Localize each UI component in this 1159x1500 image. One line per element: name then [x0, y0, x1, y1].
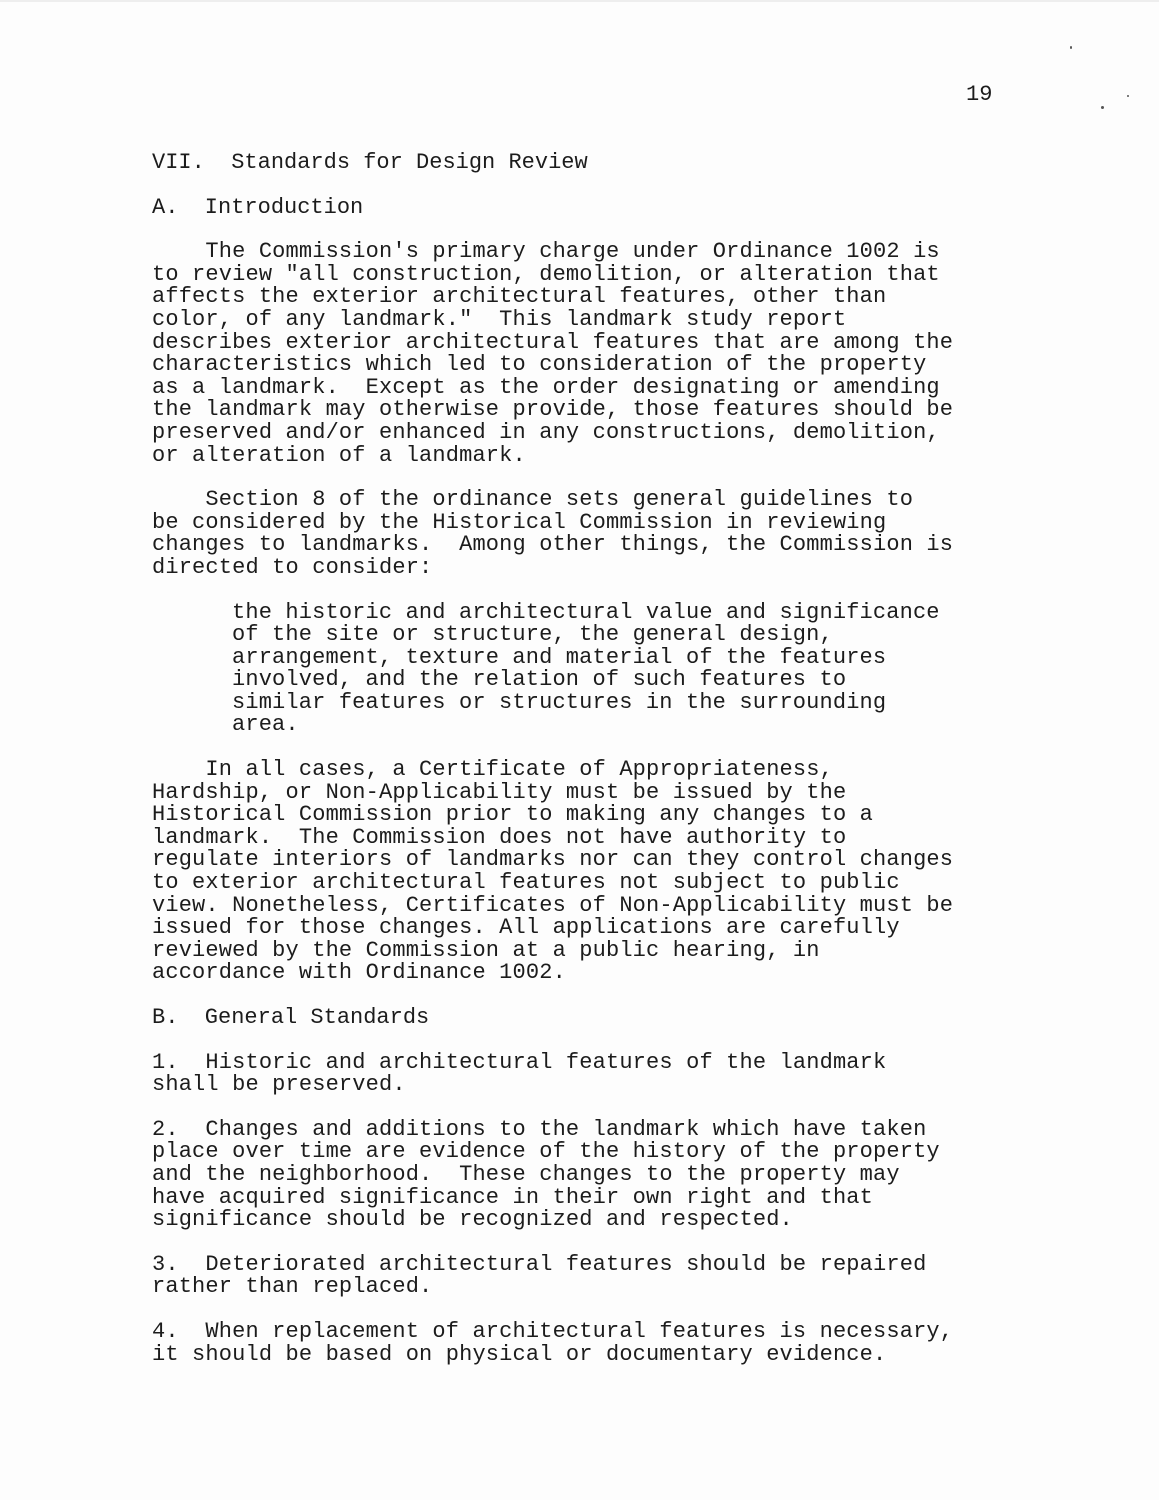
- text-line: color, of any landmark." This landmark study report: [152, 306, 847, 332]
- text-line: or alteration of a landmark.: [152, 442, 526, 468]
- text-line: rather than replaced.: [152, 1274, 433, 1300]
- text-line: to exterior architectural features not subject to public: [152, 870, 900, 896]
- text-line: view. Nonetheless, Certificates of Non-Applicability must be: [152, 892, 954, 918]
- scan-speck: [1127, 95, 1129, 97]
- spacer: [152, 219, 982, 241]
- quote-line: involved, and the relation of such features to: [232, 667, 847, 693]
- text-line: shall be preserved.: [152, 1072, 406, 1098]
- spacer: [152, 580, 982, 602]
- text-line: 3. Deteriorated architectural features should be repaired: [152, 1251, 927, 1277]
- text-line: it should be based on physical or documentary evidence.: [152, 1341, 887, 1367]
- text-line: landmark. The Commission does not have authority to: [152, 824, 847, 850]
- spacer: [152, 1030, 982, 1052]
- standard-item-3: [152, 1251, 982, 1300]
- spacer: [152, 985, 982, 1007]
- text-line: Section 8 of the ordinance sets general guidelines to: [152, 487, 914, 513]
- text-line: significance should be recognized and respected.: [152, 1207, 793, 1233]
- text-line: regulate interiors of landmarks nor can they control changes: [152, 847, 954, 873]
- text-line: the landmark may otherwise provide, those features should be: [152, 397, 954, 423]
- standard-item-4: [152, 1318, 982, 1367]
- scan-edge: [0, 0, 1159, 2]
- spacer: [152, 1232, 982, 1254]
- text-line: issued for those changes. All applications are carefully: [152, 915, 900, 941]
- text-line: In all cases, a Certificate of Appropriateness,: [152, 757, 833, 783]
- quote-line: arrangement, texture and material of the features: [232, 644, 887, 670]
- scan-speck: [1070, 46, 1072, 49]
- text-line: preserved and/or enhanced in any constructions, demolition,: [152, 419, 940, 445]
- text-line: 4. When replacement of architectural features is necessary,: [152, 1318, 954, 1344]
- scan-speck: [1101, 106, 1104, 109]
- document-body: [152, 152, 982, 1366]
- paragraph-section-8: [152, 489, 982, 579]
- text-line: characteristics which led to consideration of the property: [152, 352, 927, 378]
- text-line: directed to consider:: [152, 554, 433, 580]
- subsection-heading-introduction: A. Introduction: [152, 194, 364, 220]
- text-line: affects the exterior architectural features, other than: [152, 284, 887, 310]
- paragraph-primary-charge: [152, 241, 982, 467]
- spacer: [152, 1299, 982, 1321]
- standard-item-1: [152, 1049, 982, 1098]
- text-line: 1. Historic and architectural features of the landmark: [152, 1049, 887, 1075]
- text-line: to review "all construction, demolition, or alteration that: [152, 261, 940, 287]
- text-line: The Commission's primary charge under Ordinance 1002 is: [152, 239, 940, 265]
- text-line: 2. Changes and additions to the landmark which have taken: [152, 1116, 927, 1142]
- text-line: place over time are evidence of the history of the property: [152, 1139, 940, 1165]
- section-heading: VII. Standards for Design Review: [152, 150, 588, 175]
- text-line: Hardship, or Non-Applicability must be issued by the: [152, 779, 847, 805]
- page-number: 19: [966, 82, 993, 107]
- quote-line: area.: [232, 712, 299, 738]
- spacer: [152, 1097, 982, 1119]
- spacer: [152, 175, 982, 197]
- block-quote: [152, 599, 982, 738]
- text-line: and the neighborhood. These changes to the property may: [152, 1161, 900, 1187]
- text-line: changes to landmarks. Among other things, the Commission is: [152, 532, 954, 558]
- spacer: [152, 737, 982, 759]
- quote-line: the historic and architectural value and significance: [232, 599, 940, 625]
- paragraph-certificates: [152, 759, 982, 985]
- text-line: be considered by the Historical Commission in reviewing: [152, 509, 887, 535]
- text-line: reviewed by the Commission at a public hearing, in: [152, 937, 820, 963]
- text-line: accordance with Ordinance 1002.: [152, 960, 566, 986]
- text-line: describes exterior architectural features that are among the: [152, 329, 954, 355]
- quote-line: of the site or structure, the general design,: [232, 622, 833, 648]
- quote-line: similar features or structures in the surrounding: [232, 689, 887, 715]
- subsection-heading-general-standards: B. General Standards: [152, 1005, 430, 1030]
- text-line: Historical Commission prior to making any changes to a: [152, 802, 874, 828]
- standard-item-2: [152, 1116, 982, 1233]
- text-line: as a landmark. Except as the order designating or amending: [152, 374, 940, 400]
- text-line: have acquired significance in their own right and that: [152, 1184, 874, 1210]
- spacer: [152, 467, 982, 489]
